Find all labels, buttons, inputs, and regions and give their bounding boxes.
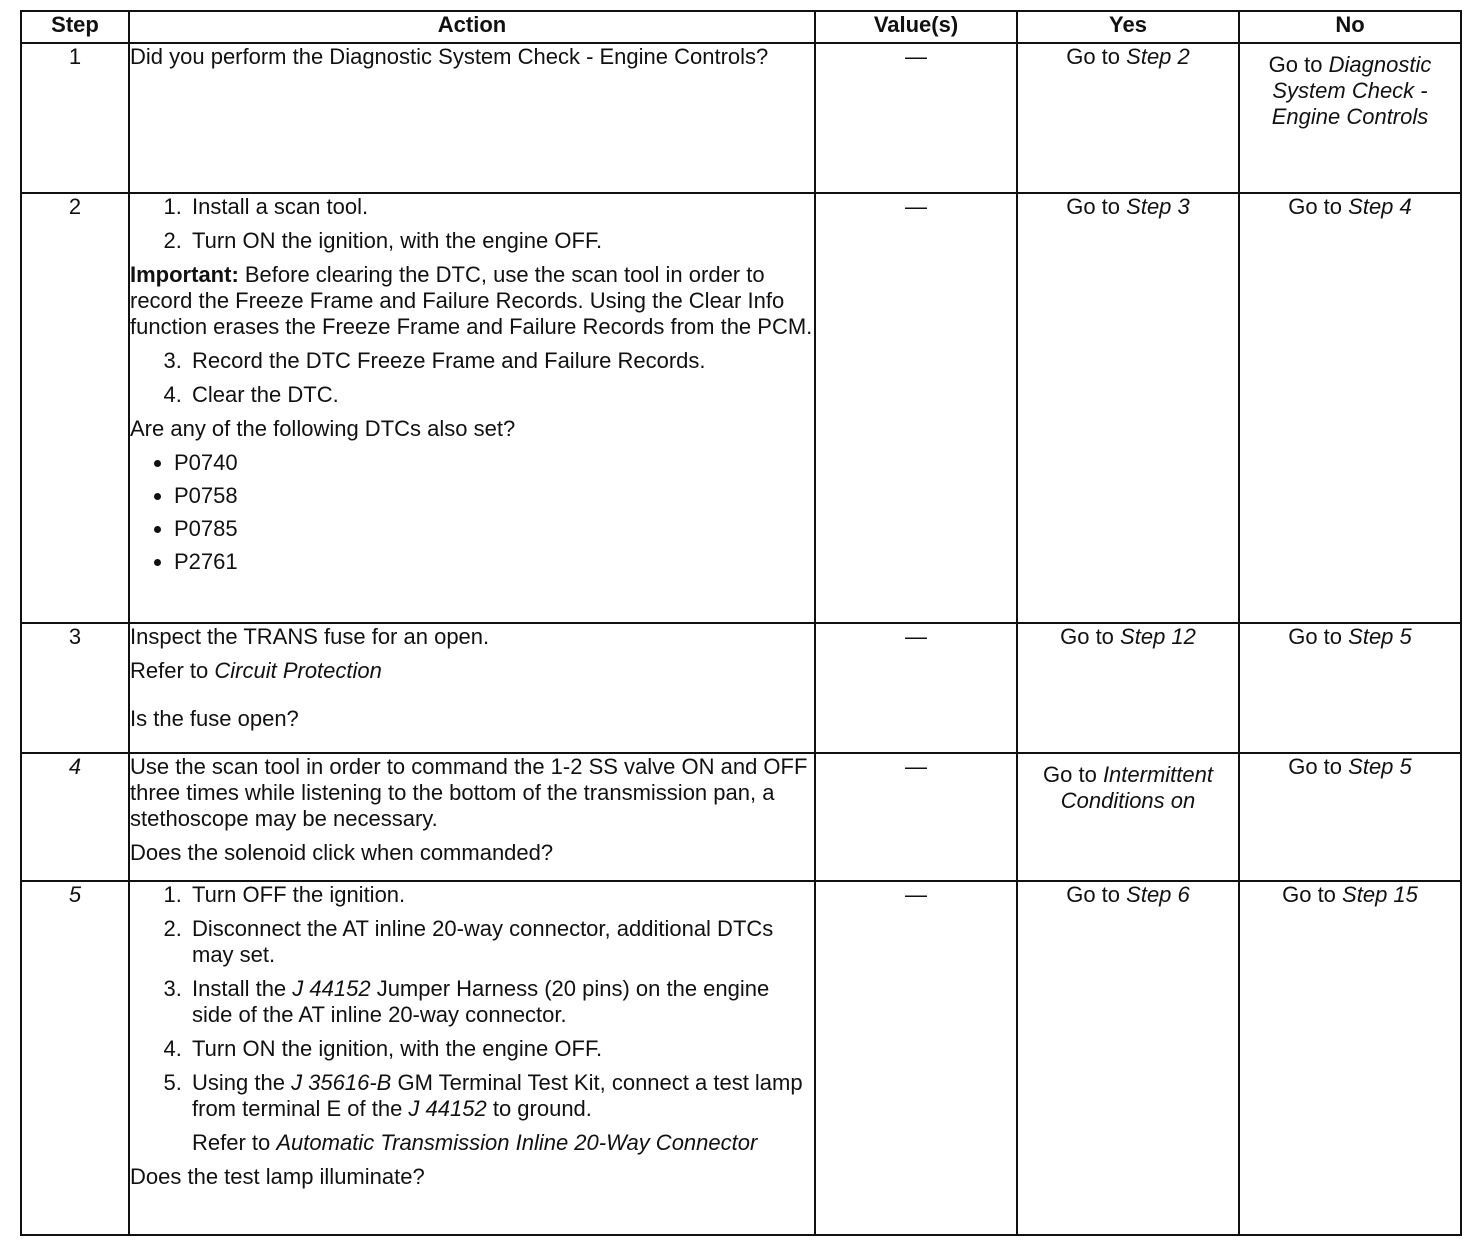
procedure-item: 1. Turn OFF the ignition. bbox=[188, 882, 814, 908]
goto-label: Go to bbox=[1066, 882, 1121, 907]
tool-name: J 44152 bbox=[408, 1096, 487, 1121]
goto-label: Go to bbox=[1268, 52, 1323, 77]
header-yes: Yes bbox=[1017, 11, 1239, 43]
question: Does the test lamp illuminate? bbox=[130, 1164, 425, 1189]
question: Are any of the following DTCs also set? bbox=[130, 416, 516, 441]
procedure-item bbox=[188, 1070, 814, 1156]
dtc-code: • P0740 bbox=[174, 450, 814, 476]
no-cell bbox=[1239, 881, 1461, 1235]
no-link[interactable]: Step 5 bbox=[1348, 624, 1412, 649]
action-cell bbox=[129, 623, 815, 753]
goto-label: Go to bbox=[1060, 624, 1114, 649]
action-cell bbox=[129, 43, 815, 193]
yes-link[interactable]: Step 12 bbox=[1120, 624, 1196, 649]
goto-label: Go to bbox=[1288, 624, 1343, 649]
value-dash: — bbox=[815, 623, 1017, 753]
action-cell bbox=[129, 753, 815, 881]
question: Is the fuse open? bbox=[130, 706, 299, 731]
step-number: 4 bbox=[21, 753, 129, 881]
dtc-list bbox=[130, 450, 814, 575]
no-cell bbox=[1239, 753, 1461, 881]
dtc-code: • P0758 bbox=[174, 483, 814, 509]
action-text: Did you perform the Diagnostic System Check - Engine Controls? bbox=[130, 44, 769, 69]
action-cell bbox=[129, 193, 815, 623]
table-row-step-4 bbox=[21, 753, 1461, 881]
no-link[interactable]: Step 5 bbox=[1348, 754, 1412, 779]
diagnostic-table bbox=[20, 10, 1462, 1236]
goto-label: Go to bbox=[1066, 194, 1121, 219]
procedure-item: 3. Record the DTC Freeze Frame and Failure Records. bbox=[188, 348, 814, 374]
item-text: Install the bbox=[192, 976, 293, 1001]
procedure-list bbox=[130, 882, 814, 1156]
item-text: GM Terminal Test Kit, connect a test lamp from terminal E of the bbox=[192, 1070, 803, 1121]
value-dash: — bbox=[815, 43, 1017, 193]
refer-line bbox=[130, 658, 814, 684]
yes-link[interactable]: Step 6 bbox=[1126, 882, 1190, 907]
item-text: Jumper Harness (20 pins) on the engine side of the AT inline 20-way connector. bbox=[192, 976, 770, 1027]
procedure-item bbox=[188, 976, 814, 1028]
value-dash: — bbox=[815, 753, 1017, 881]
procedure-item: 2. Turn ON the ignition, with the engine OFF. bbox=[188, 228, 814, 254]
yes-cell bbox=[1017, 753, 1239, 881]
action-text: Inspect the TRANS fuse for an open. bbox=[130, 624, 490, 649]
goto-label: Go to bbox=[1288, 754, 1343, 779]
refer-link[interactable]: Circuit Protection bbox=[214, 658, 382, 683]
step-number: 5 bbox=[21, 881, 129, 1235]
no-cell bbox=[1239, 623, 1461, 753]
no-cell bbox=[1239, 193, 1461, 623]
yes-cell bbox=[1017, 193, 1239, 623]
procedure-item: 2. Disconnect the AT inline 20-way connector, additional DTCs may set. bbox=[188, 916, 814, 968]
action-cell bbox=[129, 881, 815, 1235]
header-action: Action bbox=[129, 11, 815, 43]
value-dash: — bbox=[815, 193, 1017, 623]
yes-link[interactable]: Step 2 bbox=[1126, 44, 1190, 69]
step-number: 2 bbox=[21, 193, 129, 623]
goto-label: Go to bbox=[1288, 194, 1343, 219]
action-text: Use the scan tool in order to command the 1-2 SS valve ON and OFF three times while listening to the bottom of the transmission pan, a stethoscope may be necessary. bbox=[130, 754, 808, 831]
no-cell bbox=[1239, 43, 1461, 193]
refer-link[interactable]: Automatic Transmission Inline 20-Way Connector bbox=[276, 1130, 758, 1155]
refer-line bbox=[192, 1130, 814, 1156]
yes-cell bbox=[1017, 881, 1239, 1235]
table-row-step-5 bbox=[21, 881, 1461, 1235]
important-note bbox=[130, 262, 814, 340]
item-text: to ground. bbox=[486, 1096, 592, 1121]
procedure-item: 4. Clear the DTC. bbox=[188, 382, 814, 408]
step-number: 1 bbox=[21, 43, 129, 193]
procedure-list bbox=[130, 348, 814, 408]
goto-label: Go to bbox=[1282, 882, 1336, 907]
header-values: Value(s) bbox=[815, 11, 1017, 43]
goto-label: Go to bbox=[1043, 762, 1097, 787]
refer-prefix: Refer to bbox=[192, 1130, 277, 1155]
dtc-code: • P0785 bbox=[174, 516, 814, 542]
dtc-code: • P2761 bbox=[174, 549, 814, 575]
goto-label: Go to bbox=[1066, 44, 1121, 69]
item-text: Using the bbox=[192, 1070, 292, 1095]
yes-cell bbox=[1017, 43, 1239, 193]
header-step: Step bbox=[21, 11, 129, 43]
header-row bbox=[21, 11, 1461, 43]
yes-link[interactable]: Intermittent Conditions on bbox=[1060, 762, 1213, 813]
important-label: Important: bbox=[130, 262, 239, 287]
header-no: No bbox=[1239, 11, 1461, 43]
procedure-item: 1. Install a scan tool. bbox=[188, 194, 814, 220]
important-text: Before clearing the DTC, use the scan tool in order to record the Freeze Frame and Failure Records. Using the Clear Info function erases the Freeze Frame and Failure Records from the PCM. bbox=[130, 262, 813, 339]
no-link[interactable]: Step 4 bbox=[1348, 194, 1412, 219]
step-number: 3 bbox=[21, 623, 129, 753]
refer-prefix: Refer to bbox=[130, 658, 215, 683]
tool-name: J 35616-B bbox=[291, 1070, 392, 1095]
no-link[interactable]: Diagnostic System Check - Engine Controls bbox=[1271, 52, 1432, 129]
table-row-step-1 bbox=[21, 43, 1461, 193]
procedure-list bbox=[130, 194, 814, 254]
question: Does the solenoid click when commanded? bbox=[130, 840, 554, 865]
table-row-step-3 bbox=[21, 623, 1461, 753]
yes-cell bbox=[1017, 623, 1239, 753]
yes-link[interactable]: Step 3 bbox=[1126, 194, 1190, 219]
value-dash: — bbox=[815, 881, 1017, 1235]
table-row-step-2 bbox=[21, 193, 1461, 623]
no-link[interactable]: Step 15 bbox=[1342, 882, 1418, 907]
tool-name: J 44152 bbox=[292, 976, 371, 1001]
procedure-item: 4. Turn ON the ignition, with the engine OFF. bbox=[188, 1036, 814, 1062]
